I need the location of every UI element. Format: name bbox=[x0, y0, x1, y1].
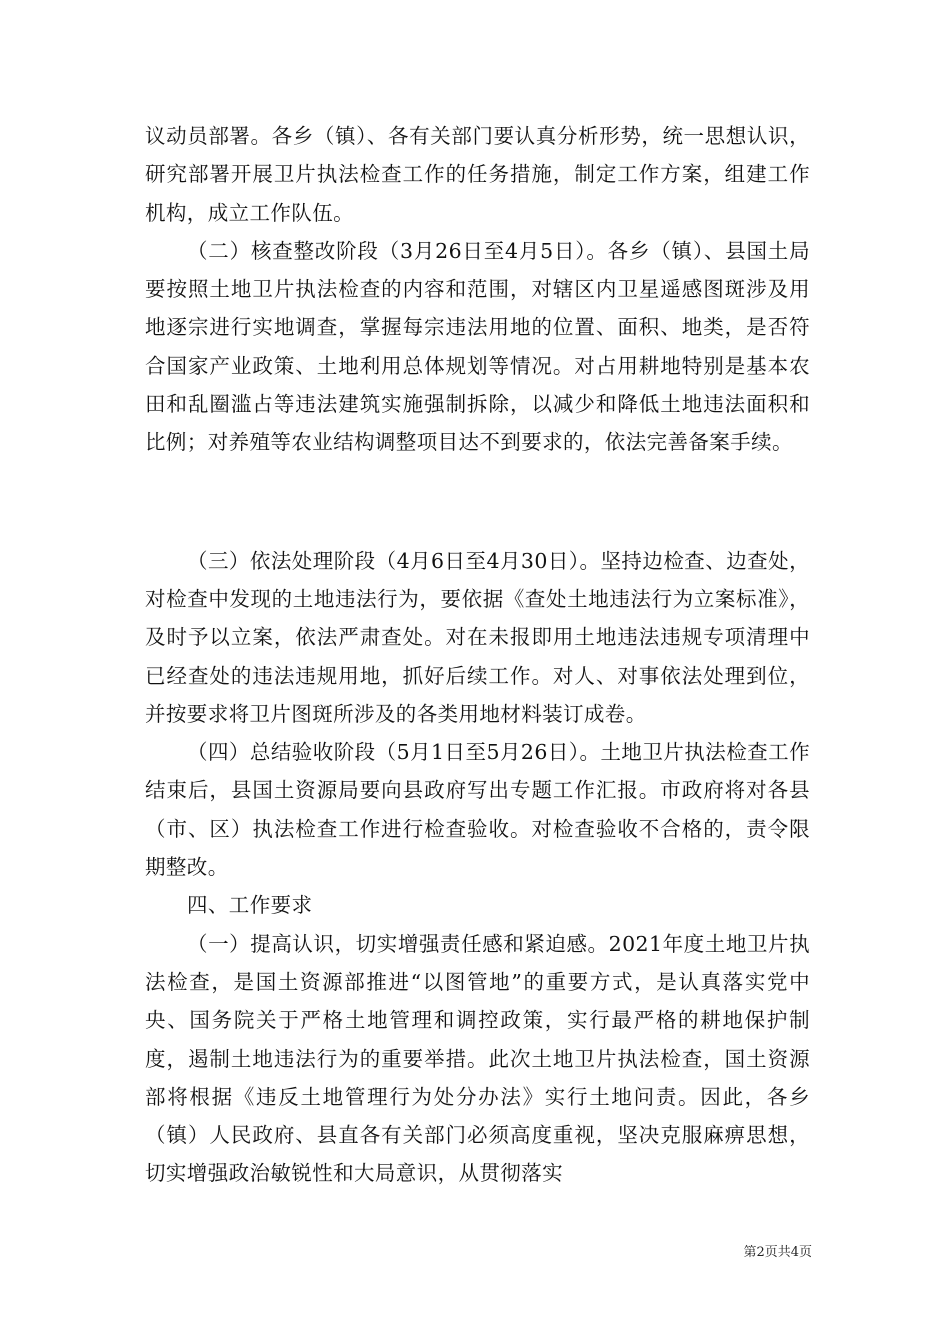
paragraph-stage-3: （三）依法处理阶段（4月6日至4月30日）。坚持边检查、边查处，对检查中发现的土地违法行为，要依据《查处土地违法行为立案标准》，及时予以立案，依法严肃查处。对在未报即用土地违法违规专项清理中已经查处的违法违规用地，抓好后续工作。对人、对事依法处理到位，并按要求将卫片图斑所涉及的各类用地材料装订成卷。 bbox=[145, 548, 810, 726]
paragraph-continuation: 议动员部署。各乡（镇）、各有关部门要认真分析形势，统一思想认识，研究部署开展卫片执法检查工作的任务措施，制定工作方案，组建工作机构，成立工作队伍。 bbox=[145, 124, 810, 225]
paragraph-stage-2: （二）核查整改阶段（3月26日至4月5日）。各乡（镇）、县国土局要按照土地卫片执法检查的内容和范围，对辖区内卫星遥感图斑涉及用地逐宗进行实地调查，掌握每宗违法用地的位置、面积、地类，是否符合国家产业政策、土地利用总体规划等情况。对占用耕地特别是基本农田和乱圈滥占等违法建筑实施强制拆除，以减少和降低土地违法面积和比例；对养殖等农业结构调整项目达不到要求的，依法完善备案手续。 bbox=[145, 238, 810, 455]
page-number-footer: 第2页共4页 bbox=[743, 1245, 812, 1260]
section-heading-work-requirements: 四、工作要求 bbox=[187, 893, 313, 918]
paragraph-requirement-1: （一）提高认识，切实增强责任感和紧迫感。2021年度土地卫片执法检查，是国土资源部推进“以图管地”的重要方式，是认真落实党中央、国务院关于严格土地管理和调控政策，实行最严格的耕地保护制度，遏制土地违法行为的重要举措。此次土地卫片执法检查，国土资源部将根据《违反土地管理行为处分办法》实行土地问责。因此，各乡（镇）人民政府、县直各有关部门必须高度重视，坚决克服麻痹思想，切实增强政治敏锐性和大局意识，从贯彻落实 bbox=[145, 931, 810, 1186]
paragraph-stage-4: （四）总结验收阶段（5月1日至5月26日）。土地卫片执法检查工作结束后，县国土资源局要向县政府写出专题工作汇报。市政府将对各县（市、区）执法检查工作进行检查验收。对检查验收不合格的，责令限期整改。 bbox=[145, 740, 810, 880]
document-body bbox=[145, 117, 810, 1193]
paragraph-gap bbox=[145, 462, 810, 542]
